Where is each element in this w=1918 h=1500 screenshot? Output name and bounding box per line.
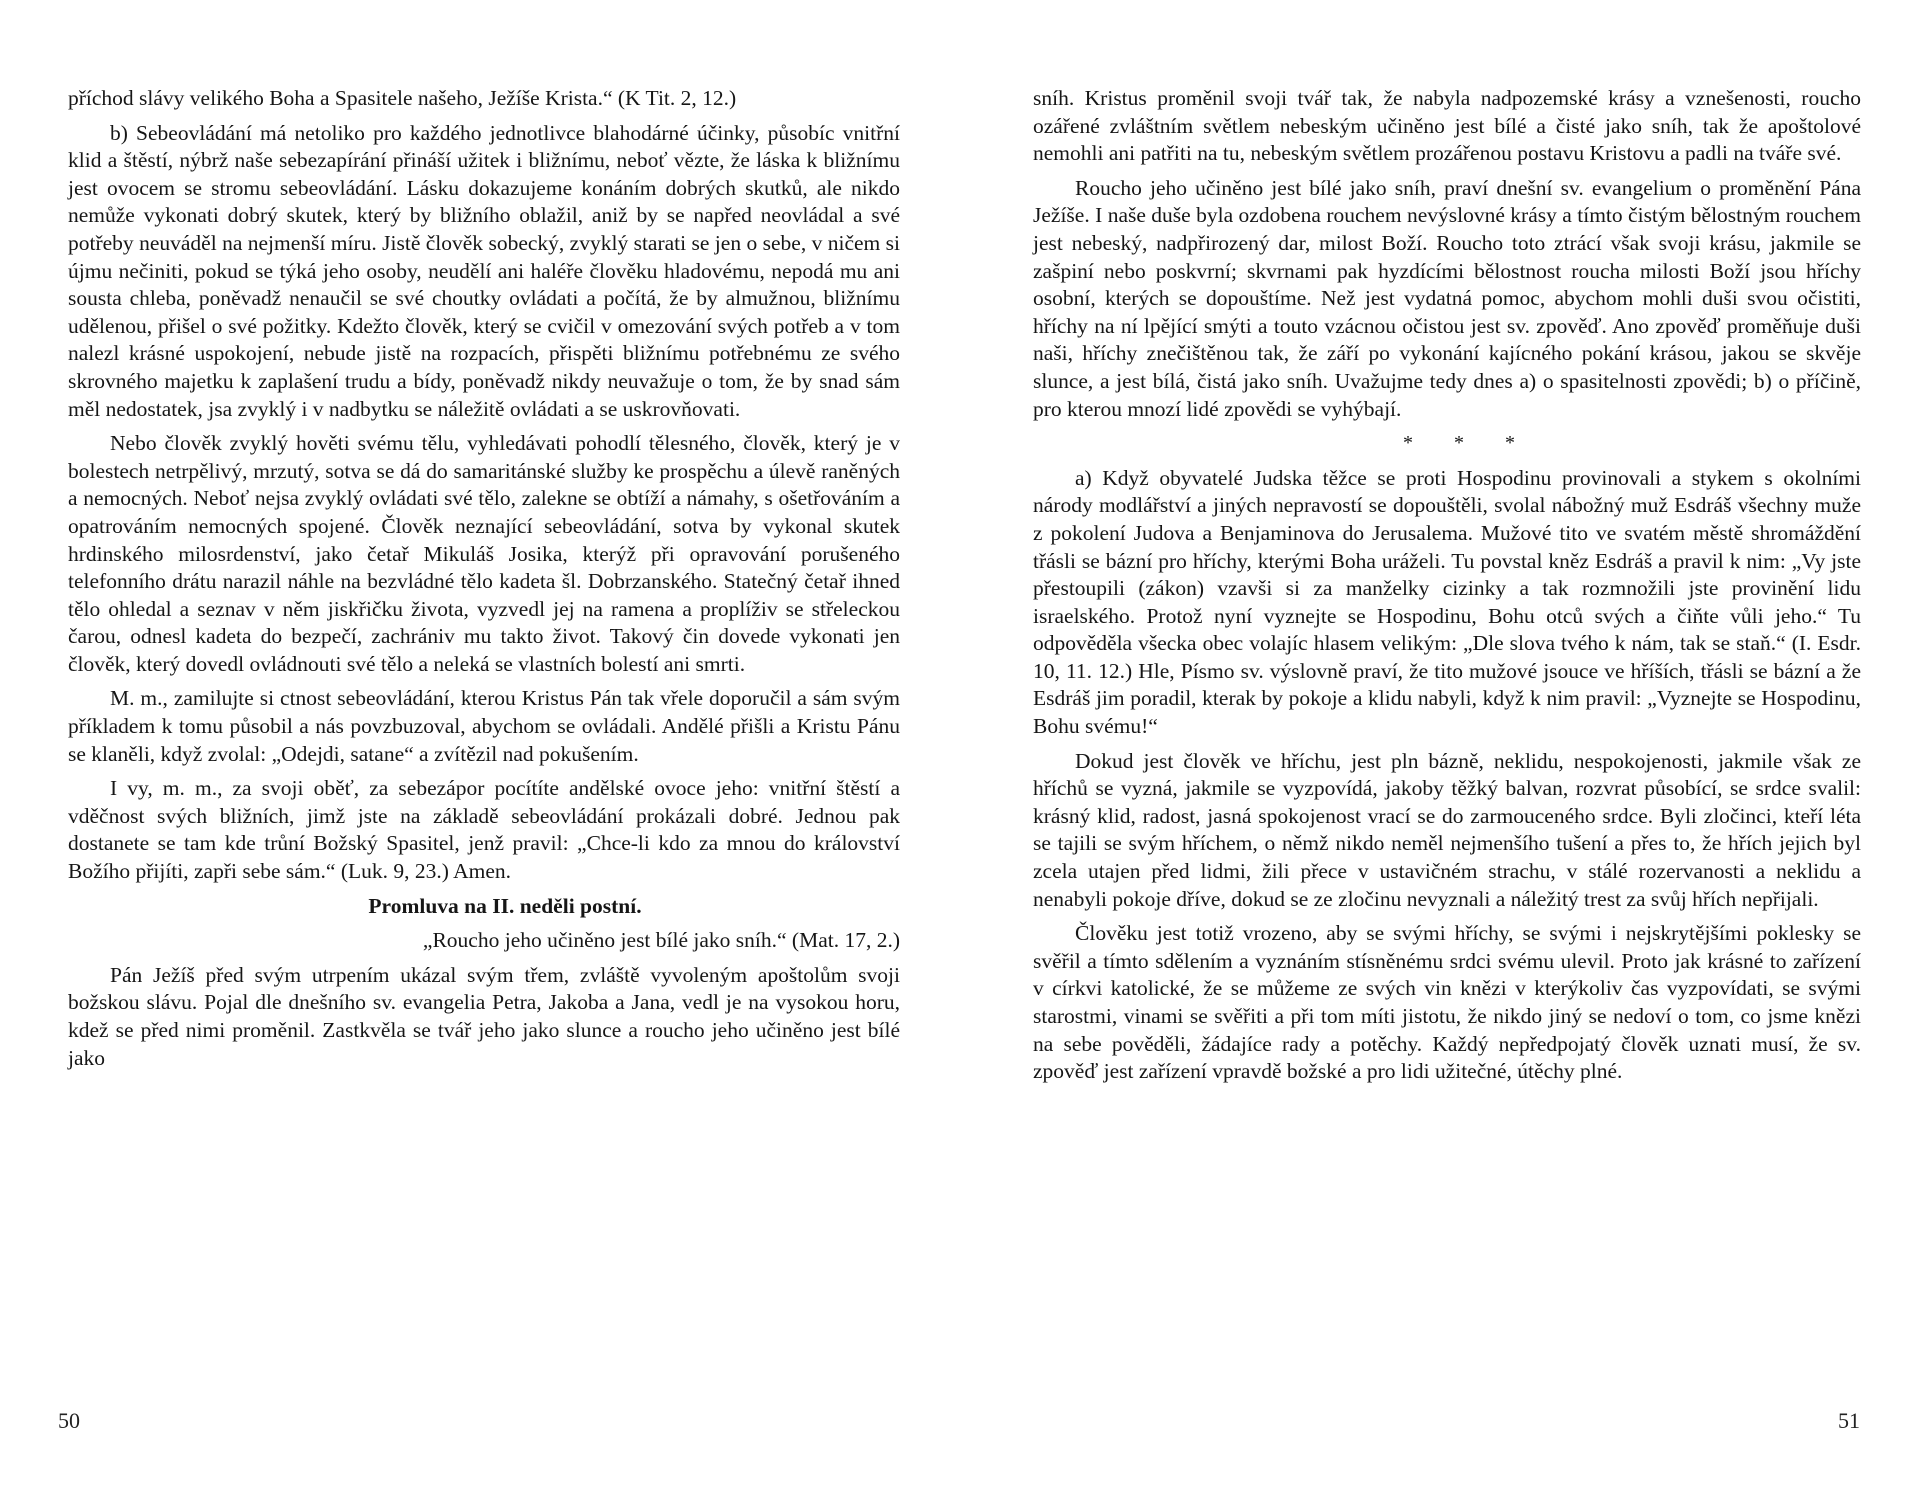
- paragraph: sníh. Kristus proměnil svoji tvář tak, že nabyla nadpozemské krásy a vznešenosti, roucho ozářené zvláštním světlem nebeským učiněno jest bílé a čisté jako sníh, tak že apoštolové nemohli ani patřiti na tu, nebeským světlem prozářenou postavu Kristovu a padli na tváře své.: [1033, 86, 1861, 166]
- left-page: [68, 85, 900, 1079]
- paragraph: I vy, m. m., za svoji oběť, za sebezápor pocítíte andělské ovoce jeho: vnitřní štěstí a vděčnost svých bližních, jimž jste na základě sebeovládání prokázali dobré. Jednou pak dostanete se tam kde trůní Božský Spasitel, jenž pravil: „Chce-li kdo za mnou do království Božího přijíti, zapři sebe sám.“ (Luk. 9, 23.) Amen.: [68, 776, 900, 884]
- paragraph: Člověku jest totiž vrozeno, aby se svými hříchy, se svými i nejskrytějšími poklesky se svěřil a tímto sdělením a vyznáním stísněnému srdci svému ulevil. Proto jak krásné to zařízení v církvi katolické, že se můžeme ze svých vin knězi v kterýkoliv čas vyzpovídati, se svými starostmi, vinami se svěřiti a při tom míti jistotu, že nikdo jiný se nedoví o tom, co jsme knězi na sebe pověděli, žádajíce rady a potěchy. Každý nepředpojatý člověk uznati musí, že sv. zpověď jest zařízení vpravdě božské a pro lidi užitečné, útěchy plné.: [1033, 921, 1861, 1084]
- page-number-left: 50: [58, 1408, 80, 1433]
- paragraph: b) Sebeovládání má netoliko pro každého jednotlivce blahodárné účinky, působíc vnitřní klid a štěstí, nýbrž naše sebezapírání přináší užitek i bližnímu, neboť vězte, že láska k bližnímu jest ovocem se stromu sebeovládání. Lásku dokazujeme konáním dobrých skutků, ale nikdo nemůže vykonati dobrý skutek, který by bližního oblažil, aniž by se napřed neovládal a své potřeby neuváděl na nejmenší míru. Jistě člověk sobecký, zvyklý starati se jen o sebe, v ničem si újmu nečiniti, pokud se týká jeho osoby, neudělí ani haléře člověku hladovému, nepodá mu ani sousta chleba, poněvadž nenaučil se své choutky ovládati a počítá, že by almužnou, bližnímu udělenou, přišel o své požitky. Kdežto člověk, který se cvičil v omezování svých potřeb a v tom nalezl krásné uspokojení, nebude jistě na rozpacích, přispěti bližnímu potřebnému ze svého skrovného majetku k zaplašení trudu a bídy, poněvadž nikdy neuvažuje o tom, že by snad sám měl nedostatek, jsa zvyklý i v nadbytku se náležitě ovládati a se uskrovňovati.: [68, 120, 900, 421]
- paragraph: příchod slávy velikého Boha a Spasitele našeho, Ježíše Krista.“ (K Tit. 2, 12.): [68, 86, 737, 110]
- paragraph: Dokud jest člověk ve hříchu, jest pln bázně, neklidu, nespokojenosti, jakmile však ze hříchů se vyzná, jakmile se vyzpovídá, jakoby těžký balvan, rozvrat působící, se srdce svalil: krásný klid, radost, jasná spokojenost vrací se do zarmouceného srdce. Byli zločinci, kteří léta se tajili se svým hříchem, o němž nikdo neměl nejmenšího tušení a přes to, že hřích jejich byl zcela utajen před lidmi, žili přece v ustavičném strachu, v stálé rozervanosti a neklidu a nenabyli pokoje dříve, dokud se ze zločinu nevyznali a náležitý trest za svůj hřích nepřijali.: [1033, 748, 1861, 911]
- sermon-heading: Promluva na II. neděli postní.: [368, 893, 642, 918]
- paragraph: Pán Ježíš před svým utrpením ukázal svým třem, zvláště vyvoleným apoštolům svoji božskou slávu. Pojal dle dnešního sv. evangelia Petra, Jakoba a Jana, vedl je na vysokou horu, kdež se před nimi proměnil. Zastkvěla se tvář jeho jako slunce a roucho jeho učiněno jest bílé jako: [68, 962, 900, 1070]
- section-separator: * * *: [1403, 432, 1533, 455]
- page-number-right: 51: [1838, 1408, 1860, 1433]
- paragraph: Nebo člověk zvyklý hověti svému tělu, vyhledávati pohodlí tělesného, člověk, který je v bolestech netrpělivý, mrzutý, sotva se dá do samaritánské služby ke prospěchu a úlevě raněných a nemocných. Neboť nejsa zvyklý ovládati své tělo, zalekne se obtíží a námahy, s ošetřováním a opatrováním nemocných spojené. Člověk neznající sebeovládání, sotva by vykonal skutek hrdinského milosrdenství, jako četař Mikuláš Josika, kterýž při opravování porušeného telefonního drátu narazil náhle na bezvládné tělo kadeta šl. Dobrzanského. Statečný četař ihned tělo ohledal a seznav v něm jiskřičku života, vyzvedl jej na ramena a proplíživ se střeleckou čarou, odnesl kadeta do bezpečí, zachrániv mu takto život. Takový čin dovede vykonati jen člověk, který dovedl ovládnouti své tělo a neleká se vlastních bolestí ani smrti.: [68, 431, 900, 676]
- paragraph: Roucho jeho učiněno jest bílé jako sníh, praví dnešní sv. evangelium o proměnění Pána Ježíše. I naše duše byla ozdobena rouchem nevýslovné krásy a tímto čistým bělostným rouchem jest nebeský, nadpřirozený dar, milost Boží. Roucho toto ztrácí však svoji krásu, jakmile se zašpiní nebo poskvrní; skvrnami pak hyzdícími bělostnost roucha milosti Boží jsou hříchy osobní, kterých se dopouštíme. Než jest vydatná pomoc, abychom mohli duši svou očistiti, hříchy na ní lpějící smýti a touto vzácnou očistou jest sv. zpověď. Ano zpověď proměňuje duši naši, hříchy znečištěnou tak, že září po vykonání kajícného pokání krásou, jakou se skvěje slunce, a jest bílá, čistá jako sníh. Uvažujme tedy dnes a) o spasitelnosti zpovědi; b) o příčině, pro kterou mnozí lidé zpovědi se vyhýbají.: [1033, 175, 1861, 421]
- epigraph: „Roucho jeho učiněno jest bílé jako sníh.“ (Mat. 17, 2.): [422, 928, 900, 953]
- right-page: [1033, 85, 1861, 1093]
- paragraph: M. m., zamilujte si ctnost sebeovládání, kterou Kristus Pán tak vřele doporučil a sám svým příkladem k tomu působil a nás povzbuzoval, abychom se ovládali. Andělé přišli a Kristu Pánu se klaněli, když zvolal: „Odejdi, satane“ a zvítězil nad pokušením.: [68, 686, 900, 766]
- paragraph: a) Když obyvatelé Judska těžce se proti Hospodinu provinovali a stykem s okolními národy modlářství a jiných nepravostí se dopouštěli, svolal nábožný muž Esdráš všechny muže z pokolení Judova a Benjaminova do Jerusalema. Mužové tito ve svatém městě shromáždění třásli se bázní pro hříchy, kterými Boha uráželi. Tu povstal kněz Esdráš a pravil k nim: „Vy jste přestoupili (zákon) vzavši si za manželky cizinky a tak rozmnožili jste provinění lidu israelského. Protož nyní vyznejte se Hospodinu, Bohu otců svých a čiňte vůli jeho.“ Tu odpověděla všecka obec volajíc hlasem velikým: „Dle slova tvého k nám, tak se staň.“ (I. Esdr. 10, 11. 12.) Hle, Písmo sv. výslovně praví, že tito mužové jsouce ve hříších, třásli se bázní a že Esdráš jim poradil, kterak by pokoje a klidu nabyli, když k nim pravil: „Vyznejte se Hospodinu, Bohu svému!“: [1033, 465, 1861, 739]
